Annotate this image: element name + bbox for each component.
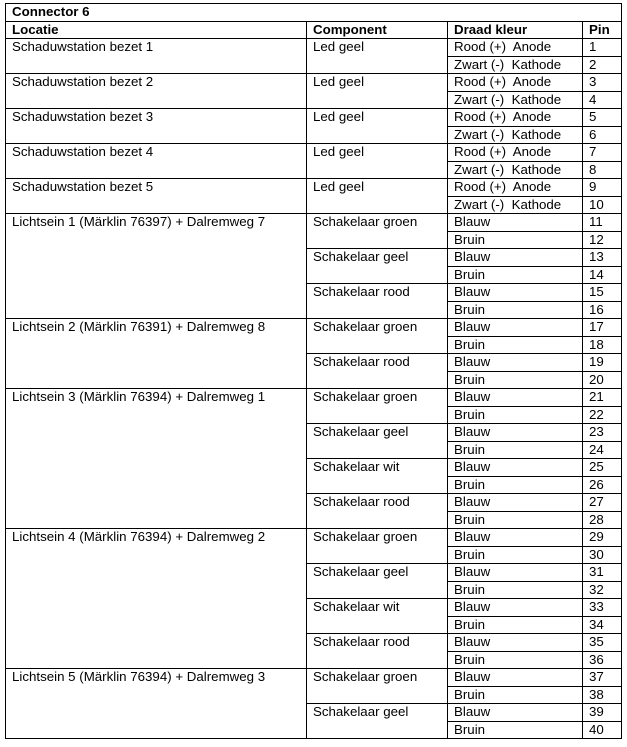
locatie-cell: Lichtsein 2 (Märklin 76391) + Dalremweg 8 <box>6 319 307 389</box>
pin-cell: 35 <box>583 634 622 652</box>
wire-color-cell: Bruin <box>448 546 583 564</box>
component-cell: Schakelaar geel <box>307 564 448 599</box>
table-title: Connector 6 <box>6 4 622 22</box>
title-row <box>6 4 622 22</box>
locatie-cell: Schaduwstation bezet 5 <box>6 179 307 214</box>
pin-cell: 23 <box>583 424 622 442</box>
component-cell: Schakelaar groen <box>307 319 448 354</box>
table-row <box>6 74 622 92</box>
locatie-cell: Schaduwstation bezet 1 <box>6 39 307 74</box>
table-row <box>6 144 622 162</box>
wire-color-cell: Bruin <box>448 336 583 354</box>
component-cell: Schakelaar wit <box>307 599 448 634</box>
pin-cell: 13 <box>583 249 622 267</box>
table-row <box>6 214 622 232</box>
wire-color-cell: Bruin <box>448 721 583 739</box>
wire-color-cell: Bruin <box>448 686 583 704</box>
pin-cell: 4 <box>583 91 622 109</box>
wire-color-cell: Bruin <box>448 371 583 389</box>
pin-cell: 31 <box>583 564 622 582</box>
pin-cell: 39 <box>583 704 622 722</box>
locatie-cell: Schaduwstation bezet 4 <box>6 144 307 179</box>
component-cell: Schakelaar groen <box>307 669 448 704</box>
wire-color-cell: Blauw <box>448 214 583 232</box>
table-row <box>6 669 622 687</box>
locatie-cell: Schaduwstation bezet 3 <box>6 109 307 144</box>
wire-color-cell: Bruin <box>448 441 583 459</box>
pin-cell: 40 <box>583 721 622 739</box>
pin-cell: 21 <box>583 389 622 407</box>
pin-cell: 25 <box>583 459 622 477</box>
wire-color-cell: Bruin <box>448 406 583 424</box>
pin-cell: 9 <box>583 179 622 197</box>
wire-color-cell: Blauw <box>448 249 583 267</box>
pin-cell: 37 <box>583 669 622 687</box>
pin-cell: 16 <box>583 301 622 319</box>
header-pin: Pin <box>583 21 622 39</box>
component-cell: Schakelaar geel <box>307 704 448 739</box>
wire-color-cell: Bruin <box>448 266 583 284</box>
table-row <box>6 389 622 407</box>
wire-color-cell: Blauw <box>448 494 583 512</box>
wire-color-cell: Blauw <box>448 564 583 582</box>
wire-color-cell: Bruin <box>448 511 583 529</box>
wire-color-cell: Zwart (-) Kathode <box>448 161 583 179</box>
locatie-cell: Lichtsein 3 (Märklin 76394) + Dalremweg 1 <box>6 389 307 529</box>
component-cell: Schakelaar groen <box>307 529 448 564</box>
wire-color-cell: Rood (+) Anode <box>448 39 583 57</box>
wire-color-cell: Bruin <box>448 301 583 319</box>
pin-cell: 36 <box>583 651 622 669</box>
wire-color-cell: Blauw <box>448 634 583 652</box>
component-cell: Led geel <box>307 179 448 214</box>
pin-cell: 7 <box>583 144 622 162</box>
wire-color-cell: Blauw <box>448 669 583 687</box>
pin-cell: 19 <box>583 354 622 372</box>
pin-cell: 38 <box>583 686 622 704</box>
pin-cell: 10 <box>583 196 622 214</box>
pin-cell: 30 <box>583 546 622 564</box>
component-cell: Led geel <box>307 144 448 179</box>
component-cell: Led geel <box>307 109 448 144</box>
pin-cell: 24 <box>583 441 622 459</box>
pin-cell: 33 <box>583 599 622 617</box>
component-cell: Schakelaar groen <box>307 389 448 424</box>
component-cell: Led geel <box>307 74 448 109</box>
pin-cell: 32 <box>583 581 622 599</box>
pin-cell: 2 <box>583 56 622 74</box>
component-cell: Schakelaar rood <box>307 634 448 669</box>
wire-color-cell: Zwart (-) Kathode <box>448 56 583 74</box>
wire-color-cell: Bruin <box>448 581 583 599</box>
wire-color-cell: Blauw <box>448 389 583 407</box>
pin-cell: 17 <box>583 319 622 337</box>
locatie-cell: Lichtsein 1 (Märklin 76397) + Dalremweg 7 <box>6 214 307 319</box>
component-cell: Schakelaar rood <box>307 494 448 529</box>
pin-cell: 3 <box>583 74 622 92</box>
wire-color-cell: Rood (+) Anode <box>448 144 583 162</box>
component-cell: Schakelaar groen <box>307 214 448 249</box>
pin-cell: 5 <box>583 109 622 127</box>
wire-color-cell: Blauw <box>448 599 583 617</box>
wire-color-cell: Blauw <box>448 459 583 477</box>
component-cell: Schakelaar wit <box>307 459 448 494</box>
locatie-cell: Lichtsein 4 (Märklin 76394) + Dalremweg 2 <box>6 529 307 669</box>
wire-color-cell: Blauw <box>448 529 583 547</box>
wire-color-cell: Zwart (-) Kathode <box>448 126 583 144</box>
connector-table <box>5 3 622 739</box>
wire-color-cell: Bruin <box>448 231 583 249</box>
component-cell: Schakelaar rood <box>307 284 448 319</box>
header-draad-kleur: Draad kleur <box>448 21 583 39</box>
pin-cell: 28 <box>583 511 622 529</box>
table-row <box>6 179 622 197</box>
wire-color-cell: Blauw <box>448 354 583 372</box>
connector-table-body <box>6 4 622 739</box>
table-row <box>6 319 622 337</box>
pin-cell: 8 <box>583 161 622 179</box>
document-page <box>5 3 621 739</box>
wire-color-cell: Bruin <box>448 616 583 634</box>
pin-cell: 14 <box>583 266 622 284</box>
wire-color-cell: Bruin <box>448 476 583 494</box>
pin-cell: 6 <box>583 126 622 144</box>
pin-cell: 11 <box>583 214 622 232</box>
wire-color-cell: Blauw <box>448 319 583 337</box>
header-row <box>6 21 622 39</box>
wire-color-cell: Rood (+) Anode <box>448 109 583 127</box>
wire-color-cell: Zwart (-) Kathode <box>448 91 583 109</box>
wire-color-cell: Rood (+) Anode <box>448 74 583 92</box>
header-locatie: Locatie <box>6 21 307 39</box>
pin-cell: 15 <box>583 284 622 302</box>
component-cell: Schakelaar geel <box>307 424 448 459</box>
locatie-cell: Schaduwstation bezet 2 <box>6 74 307 109</box>
component-cell: Led geel <box>307 39 448 74</box>
pin-cell: 29 <box>583 529 622 547</box>
table-row <box>6 109 622 127</box>
header-component: Component <box>307 21 448 39</box>
locatie-cell: Lichtsein 5 (Märklin 76394) + Dalremweg 3 <box>6 669 307 739</box>
pin-cell: 27 <box>583 494 622 512</box>
pin-cell: 20 <box>583 371 622 389</box>
wire-color-cell: Blauw <box>448 284 583 302</box>
pin-cell: 22 <box>583 406 622 424</box>
pin-cell: 34 <box>583 616 622 634</box>
component-cell: Schakelaar geel <box>307 249 448 284</box>
pin-cell: 1 <box>583 39 622 57</box>
pin-cell: 26 <box>583 476 622 494</box>
wire-color-cell: Blauw <box>448 704 583 722</box>
wire-color-cell: Zwart (-) Kathode <box>448 196 583 214</box>
wire-color-cell: Blauw <box>448 424 583 442</box>
wire-color-cell: Rood (+) Anode <box>448 179 583 197</box>
table-row <box>6 529 622 547</box>
pin-cell: 12 <box>583 231 622 249</box>
table-row <box>6 39 622 57</box>
pin-cell: 18 <box>583 336 622 354</box>
wire-color-cell: Bruin <box>448 651 583 669</box>
component-cell: Schakelaar rood <box>307 354 448 389</box>
